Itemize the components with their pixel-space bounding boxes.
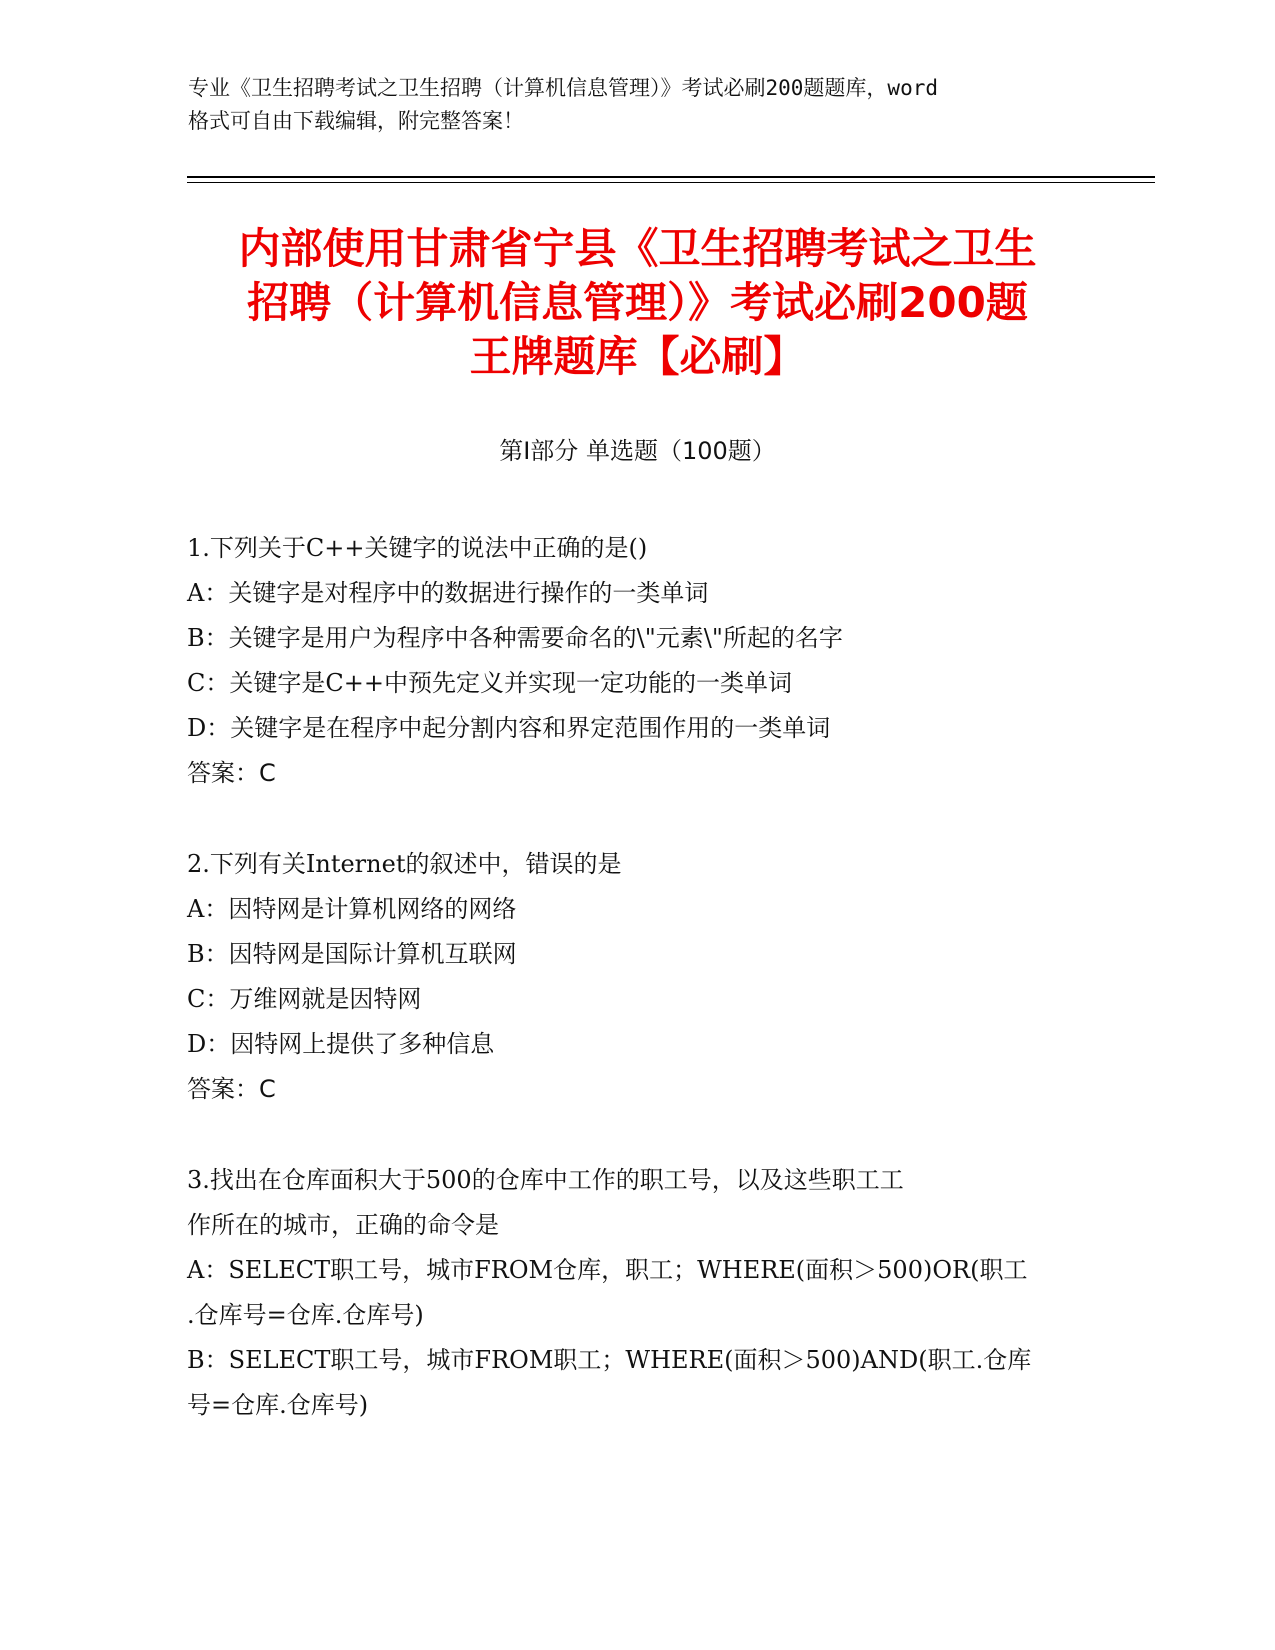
question-stem-line-2: 作所在的城市，正确的命令是 [187,1211,499,1239]
question-list [187,526,1087,1474]
answer-text: 答案：C [187,759,276,787]
option-a: A：关键字是对程序中的数据进行操作的一类单词 [187,579,709,607]
header-line-2: 格式可自由下载编辑，附完整答案！ [188,109,524,133]
title-line-3: 王牌题库【必刷】 [469,332,806,381]
header-divider-thick [187,176,1155,178]
option-b-line-1: B：SELECT职工号，城市FROM职工；WHERE(面积＞500)AND(职工.仓库 [187,1346,1032,1374]
question-2 [187,842,1087,1112]
option-b: B：关键字是用户为程序中各种需要命名的\"元素\"所起的名字 [187,624,843,652]
question-3 [187,1158,1087,1428]
question-stem: 2.下列有关Internet的叙述中，错误的是 [187,850,622,878]
question-stem-line-1: 3.找出在仓库面积大于500的仓库中工作的职工号，以及这些职工工 [187,1166,904,1194]
option-c: C：关键字是C++中预先定义并实现一定功能的一类单词 [187,669,792,697]
section-heading: 第Ⅰ部分 单选题（100题） [499,437,776,465]
document-header [188,72,1088,138]
option-a: A：因特网是计算机网络的网络 [187,895,517,923]
title-line-1: 内部使用甘肃省宁县《卫生招聘考试之卫生 [238,224,1037,273]
header-divider-thin [187,182,1155,183]
option-a-line-1: A：SELECT职工号，城市FROM仓库，职工；WHERE(面积＞500)OR(职工 [187,1256,1028,1284]
option-a-line-2: .仓库号=仓库.仓库号) [187,1301,424,1329]
question-1 [187,526,1087,796]
header-line-1: 专业《卫生招聘考试之卫生招聘（计算机信息管理）》考试必刷200题题库，word [188,76,938,100]
document-title [160,222,1115,384]
answer-text: 答案：C [187,1075,276,1103]
option-c: C：万维网就是因特网 [187,985,422,1013]
option-d: D：关键字是在程序中起分割内容和界定范围作用的一类单词 [187,714,831,742]
title-line-2: 招聘（计算机信息管理）》考试必刷200题 [247,278,1028,327]
option-d: D：因特网上提供了多种信息 [187,1030,495,1058]
option-b: B：因特网是国际计算机互联网 [187,940,517,968]
question-stem: 1.下列关于C++关键字的说法中正确的是() [187,534,648,562]
option-b-line-2: 号=仓库.仓库号) [187,1391,369,1419]
